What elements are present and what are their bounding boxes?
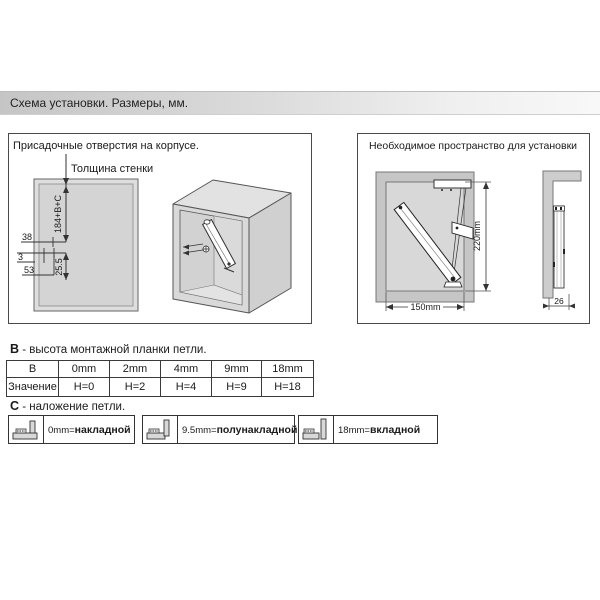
cell-h9: H=9 <box>212 378 262 397</box>
full-overlay-icon <box>9 416 44 443</box>
left-panel-drilling-holes <box>8 133 312 324</box>
installation-space-diagram <box>358 134 589 323</box>
full-overlay-value: 0mm= <box>48 424 75 436</box>
dim-38-label: 38 <box>22 232 33 242</box>
dim-26-label: 26 <box>554 296 564 306</box>
overlay-option-inset <box>298 415 438 444</box>
cell-h4: H=4 <box>161 378 212 397</box>
half-overlay-label <box>178 424 297 436</box>
table-header-row <box>7 361 314 378</box>
full-overlay-label <box>44 424 131 436</box>
cell-2mm: 2mm <box>110 361 161 378</box>
section-c-letter: C <box>10 399 20 413</box>
inset-name: вкладной <box>369 423 421 436</box>
half-overlay-icon <box>143 416 178 443</box>
cell-b: B <box>7 361 59 378</box>
dim-25-5-label: 25.5 <box>54 258 64 276</box>
section-b-text: - высота монтажной планки петли. <box>22 344 207 356</box>
overlay-option-full <box>8 415 135 444</box>
dim-220-label: 220mm <box>472 220 482 252</box>
right-panel-title: Необходимое пространство для установки <box>368 140 578 152</box>
half-overlay-value: 9.5mm= <box>182 424 217 436</box>
cell-9mm: 9mm <box>212 361 262 378</box>
left-panel-title: Присадочные отверстия на корпусе. <box>13 140 199 152</box>
cell-row-label: Значение <box>7 378 59 397</box>
cell-0mm: 0mm <box>59 361 110 378</box>
drilling-diagram <box>9 134 311 323</box>
page-header <box>0 91 600 115</box>
half-overlay-name: полунакладной <box>216 423 298 436</box>
cell-h18: H=18 <box>262 378 314 397</box>
section-b-letter: B <box>10 342 20 356</box>
page-title: Схема установки. Размеры, мм. <box>10 96 189 110</box>
side-view-drawing <box>543 171 581 298</box>
right-panel-installation-space <box>357 133 590 324</box>
front-view-drawing <box>376 172 474 302</box>
cell-h0: H=0 <box>59 378 110 397</box>
overlay-option-half <box>142 415 298 444</box>
wall-thickness-label: Толщина стенки <box>71 163 154 175</box>
inset-label <box>334 424 420 436</box>
section-b-heading <box>10 342 207 356</box>
full-overlay-name: накладной <box>74 423 131 436</box>
inset-icon <box>299 416 334 443</box>
dim-184bc-label: 184+B+C <box>53 194 63 234</box>
dim-53-label: 53 <box>24 265 35 275</box>
cabinet-drawing <box>173 180 291 313</box>
cell-18mm: 18mm <box>262 361 314 378</box>
section-c-heading <box>10 399 125 413</box>
cell-h2: H=2 <box>110 378 161 397</box>
dim-150-label: 150mm <box>410 302 441 312</box>
side-panel-drawing <box>34 179 138 311</box>
table-values-row <box>7 378 314 397</box>
inset-value: 18mm= <box>338 424 370 436</box>
mounting-plate-table <box>6 360 314 397</box>
section-c-text: - наложение петли. <box>22 401 126 413</box>
cell-4mm: 4mm <box>161 361 212 378</box>
dim-3-label: 3 <box>18 252 24 262</box>
